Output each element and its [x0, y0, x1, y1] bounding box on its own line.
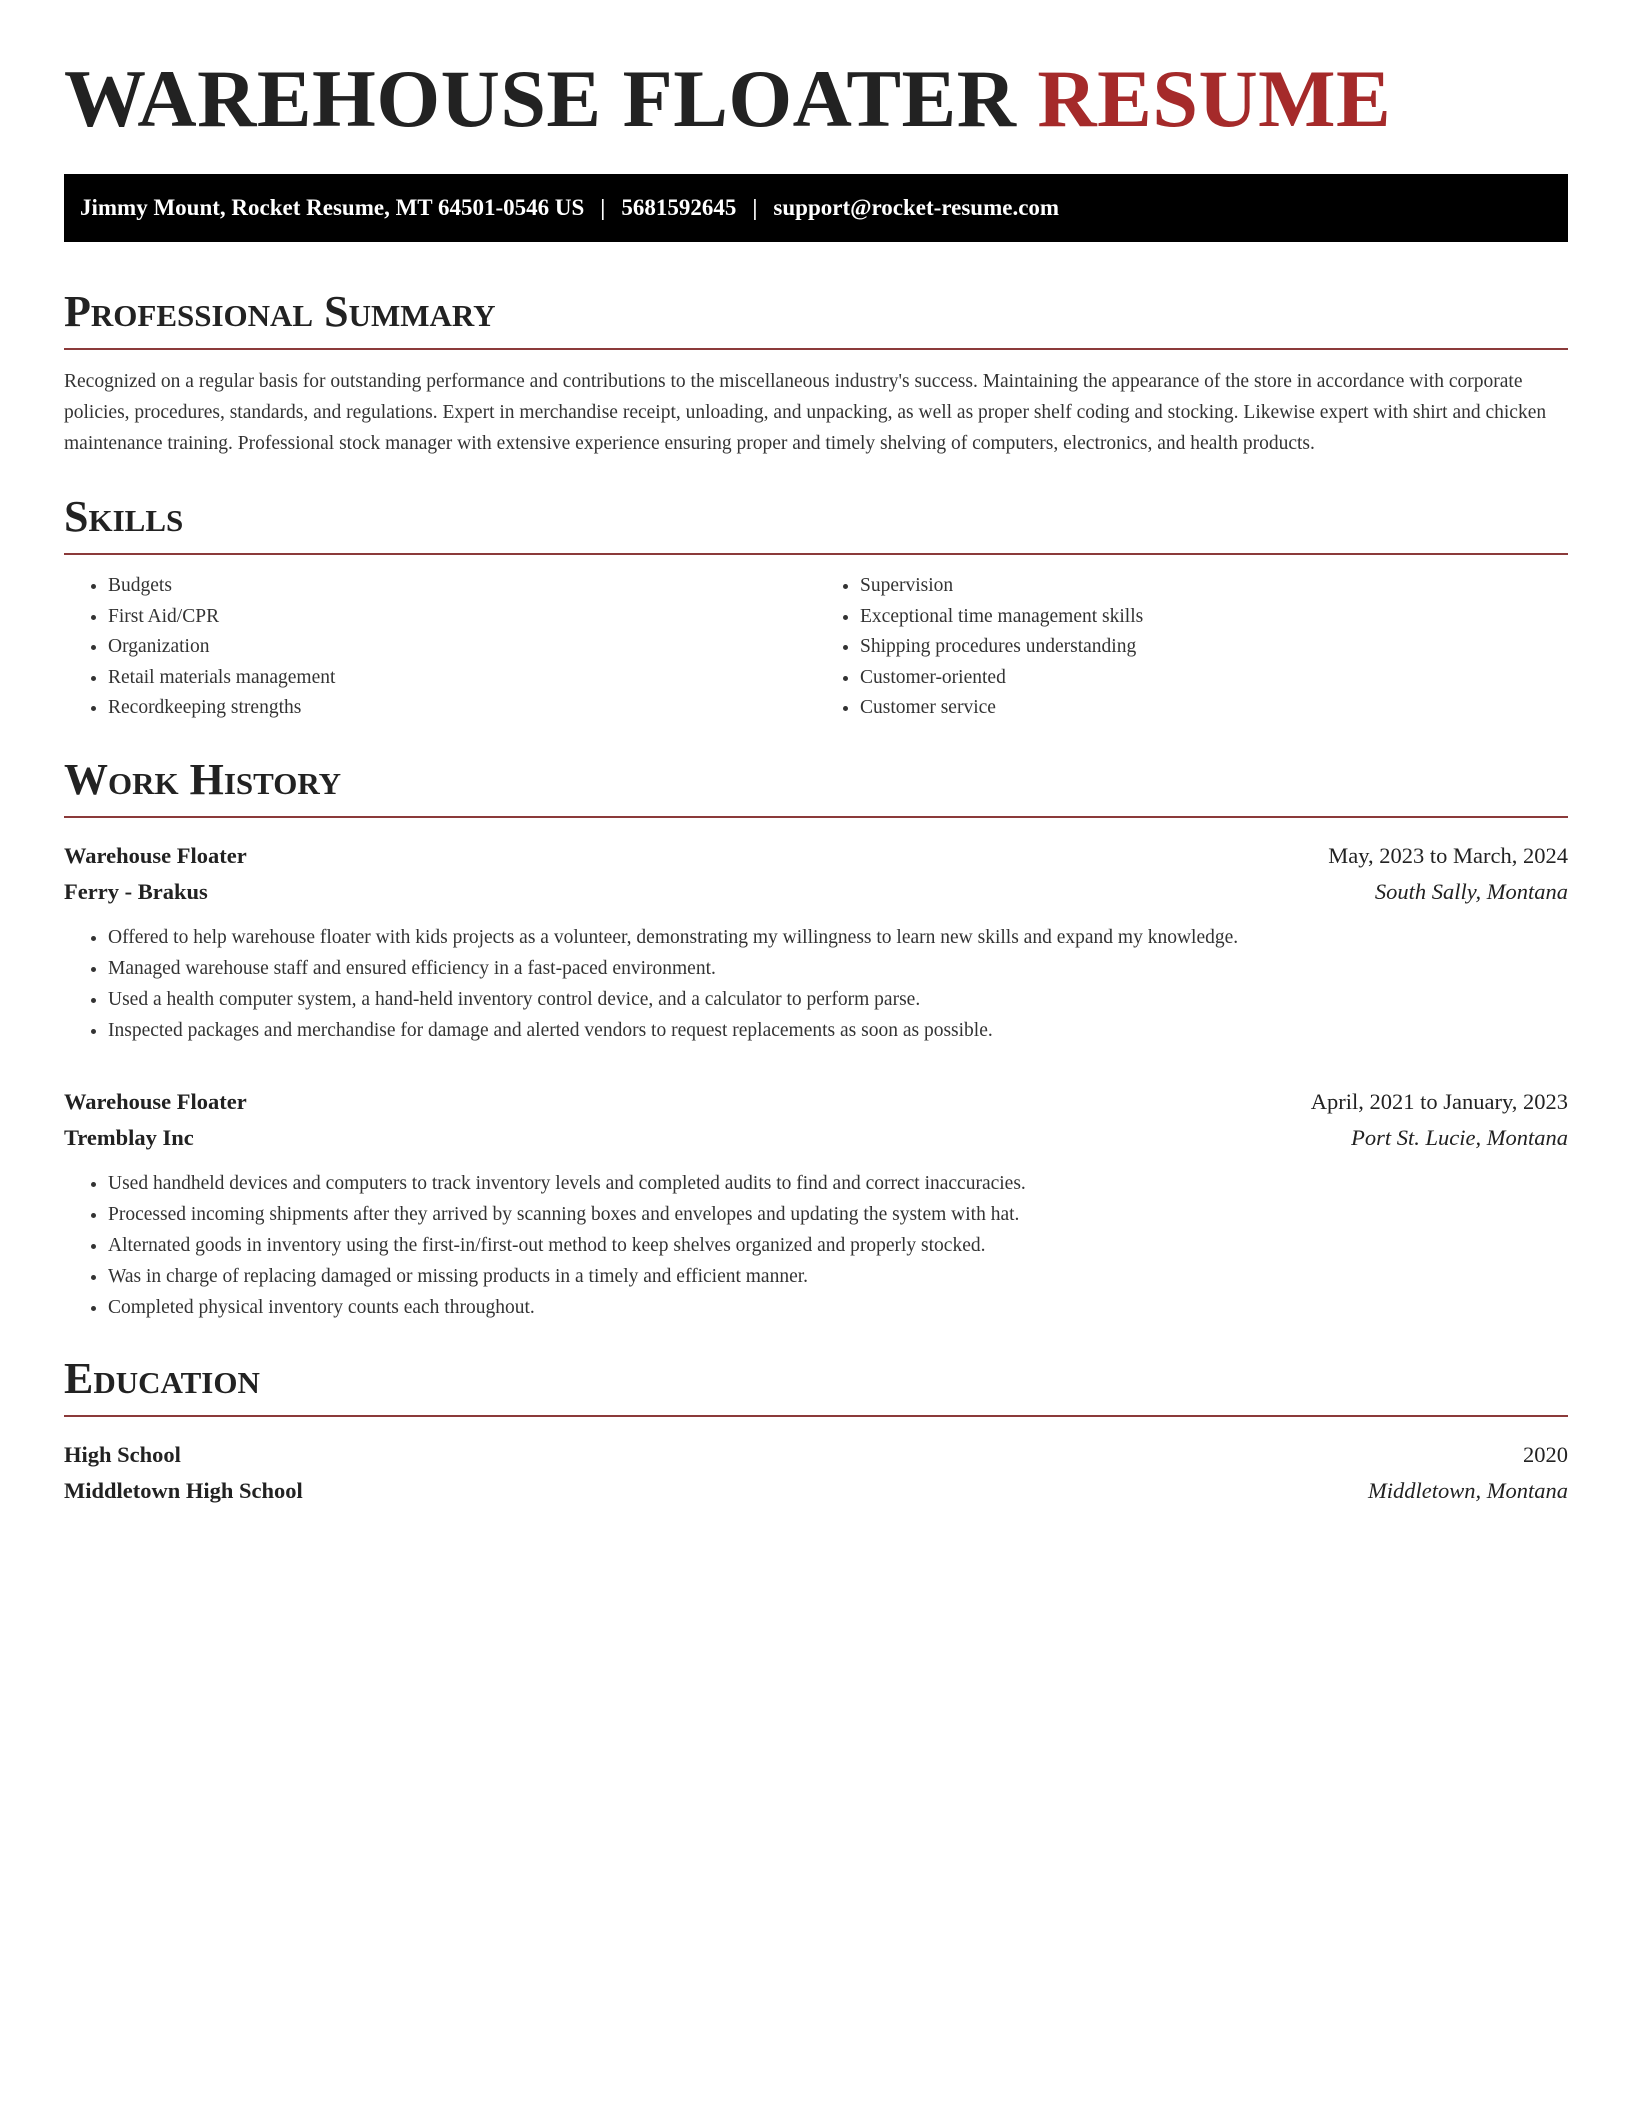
- job-bullet: • Used handheld devices and computers to track inventory levels and completed audits to find and correct inaccuracies.: [108, 1168, 1568, 1199]
- job-bullet: • Alternated goods in inventory using the first-in/first-out method to keep shelves organized and properly stocked.: [108, 1230, 1568, 1261]
- education-school-row: [64, 1473, 1568, 1509]
- skill-item: • First Aid/CPR: [108, 602, 816, 633]
- skills-column-right: [816, 571, 1568, 724]
- education-school: Middletown High School: [64, 1477, 303, 1503]
- skill-item: • Retail materials management: [108, 663, 816, 694]
- job-bullets: [64, 922, 1568, 1046]
- job-bullets: [64, 1168, 1568, 1323]
- skill-item: • Organization: [108, 632, 816, 663]
- education-header-row: [64, 1437, 1568, 1473]
- job-bullet: • Processed incoming shipments after they arrived by scanning boxes and envelopes and updating the system with hat.: [108, 1199, 1568, 1230]
- job-company: Tremblay Inc: [64, 1124, 194, 1150]
- job-dates: April, 2021 to January, 2023: [1310, 1088, 1568, 1114]
- job-entry: [64, 1084, 1568, 1323]
- summary-heading: Professional Summary: [64, 290, 1568, 350]
- education-location: Middletown, Montana: [1368, 1477, 1568, 1503]
- contact-address: Jimmy Mount, Rocket Resume, MT 64501-0546 US: [80, 195, 585, 220]
- skills-heading: Skills: [64, 495, 1568, 555]
- skill-item: • Budgets: [108, 571, 816, 602]
- job-location: South Sally, Montana: [1374, 878, 1568, 904]
- contact-bar: [64, 174, 1568, 242]
- skills-list: [64, 571, 1568, 724]
- education-degree: High School: [64, 1441, 181, 1467]
- skill-item: • Customer-oriented: [860, 663, 1568, 694]
- contact-separator: |: [600, 195, 606, 220]
- education-heading: Education: [64, 1357, 1568, 1417]
- contact-phone: 5681592645: [621, 195, 737, 220]
- summary-text: Recognized on a regular basis for outstanding performance and contributions to the miscellaneous industry's success. Maintaining the appearance of the store in accordance with corporate policies, procedures, standards, and regulations. Expert in merchandise receipt, unloading, and unpacking, as well as proper shelf coding and stocking. Likewise expert with shirt and chicken maintenance training. Professional stock manager with extensive experience ensuring proper and timely shelving of computers, electronics, and health products.: [64, 371, 1547, 454]
- job-bullet: • Inspected packages and merchandise for damage and alerted vendors to request replacements as soon as possible.: [108, 1015, 1568, 1046]
- contact-email: support@rocket-resume.com: [773, 195, 1060, 220]
- job-location: Port St. Lucie, Montana: [1351, 1124, 1568, 1150]
- job-bullet: • Offered to help warehouse floater with kids projects as a volunteer, demonstrating my willingness to learn new skills and expand my knowledge.: [108, 922, 1568, 953]
- skill-item: • Exceptional time management skills: [860, 602, 1568, 633]
- job-header-row: [64, 1084, 1568, 1120]
- skill-item: • Customer service: [860, 693, 1568, 724]
- work-history-heading: Work History: [64, 758, 1568, 818]
- skills-column-left: [64, 571, 816, 724]
- title-accent: RESUME: [1037, 53, 1392, 144]
- skill-item: • Recordkeeping strengths: [108, 693, 816, 724]
- job-entry: [64, 838, 1568, 1046]
- job-header-row: [64, 838, 1568, 874]
- job-bullet: • Completed physical inventory counts each throughout.: [108, 1292, 1568, 1323]
- job-dates: May, 2023 to March, 2024: [1328, 842, 1568, 868]
- skill-item: • Shipping procedures understanding: [860, 632, 1568, 663]
- job-bullet: • Managed warehouse staff and ensured efficiency in a fast-paced environment.: [108, 953, 1568, 984]
- job-bullet: • Used a health computer system, a hand-held inventory control device, and a calculator to perform parse.: [108, 984, 1568, 1015]
- job-company: Ferry - Brakus: [64, 878, 208, 904]
- job-title: Warehouse Floater: [64, 842, 247, 868]
- job-company-row: [64, 874, 1568, 910]
- contact-separator: |: [752, 195, 758, 220]
- education-year: 2020: [1523, 1441, 1568, 1467]
- job-title: Warehouse Floater: [64, 1088, 247, 1114]
- job-bullet: • Was in charge of replacing damaged or missing products in a timely and efficient manner.: [108, 1261, 1568, 1292]
- skill-item: • Supervision: [860, 571, 1568, 602]
- job-company-row: [64, 1120, 1568, 1156]
- education-entry: [64, 1437, 1568, 1509]
- resume-title: [64, 0, 1568, 144]
- title-main: WAREHOUSE FLOATER: [64, 53, 1017, 144]
